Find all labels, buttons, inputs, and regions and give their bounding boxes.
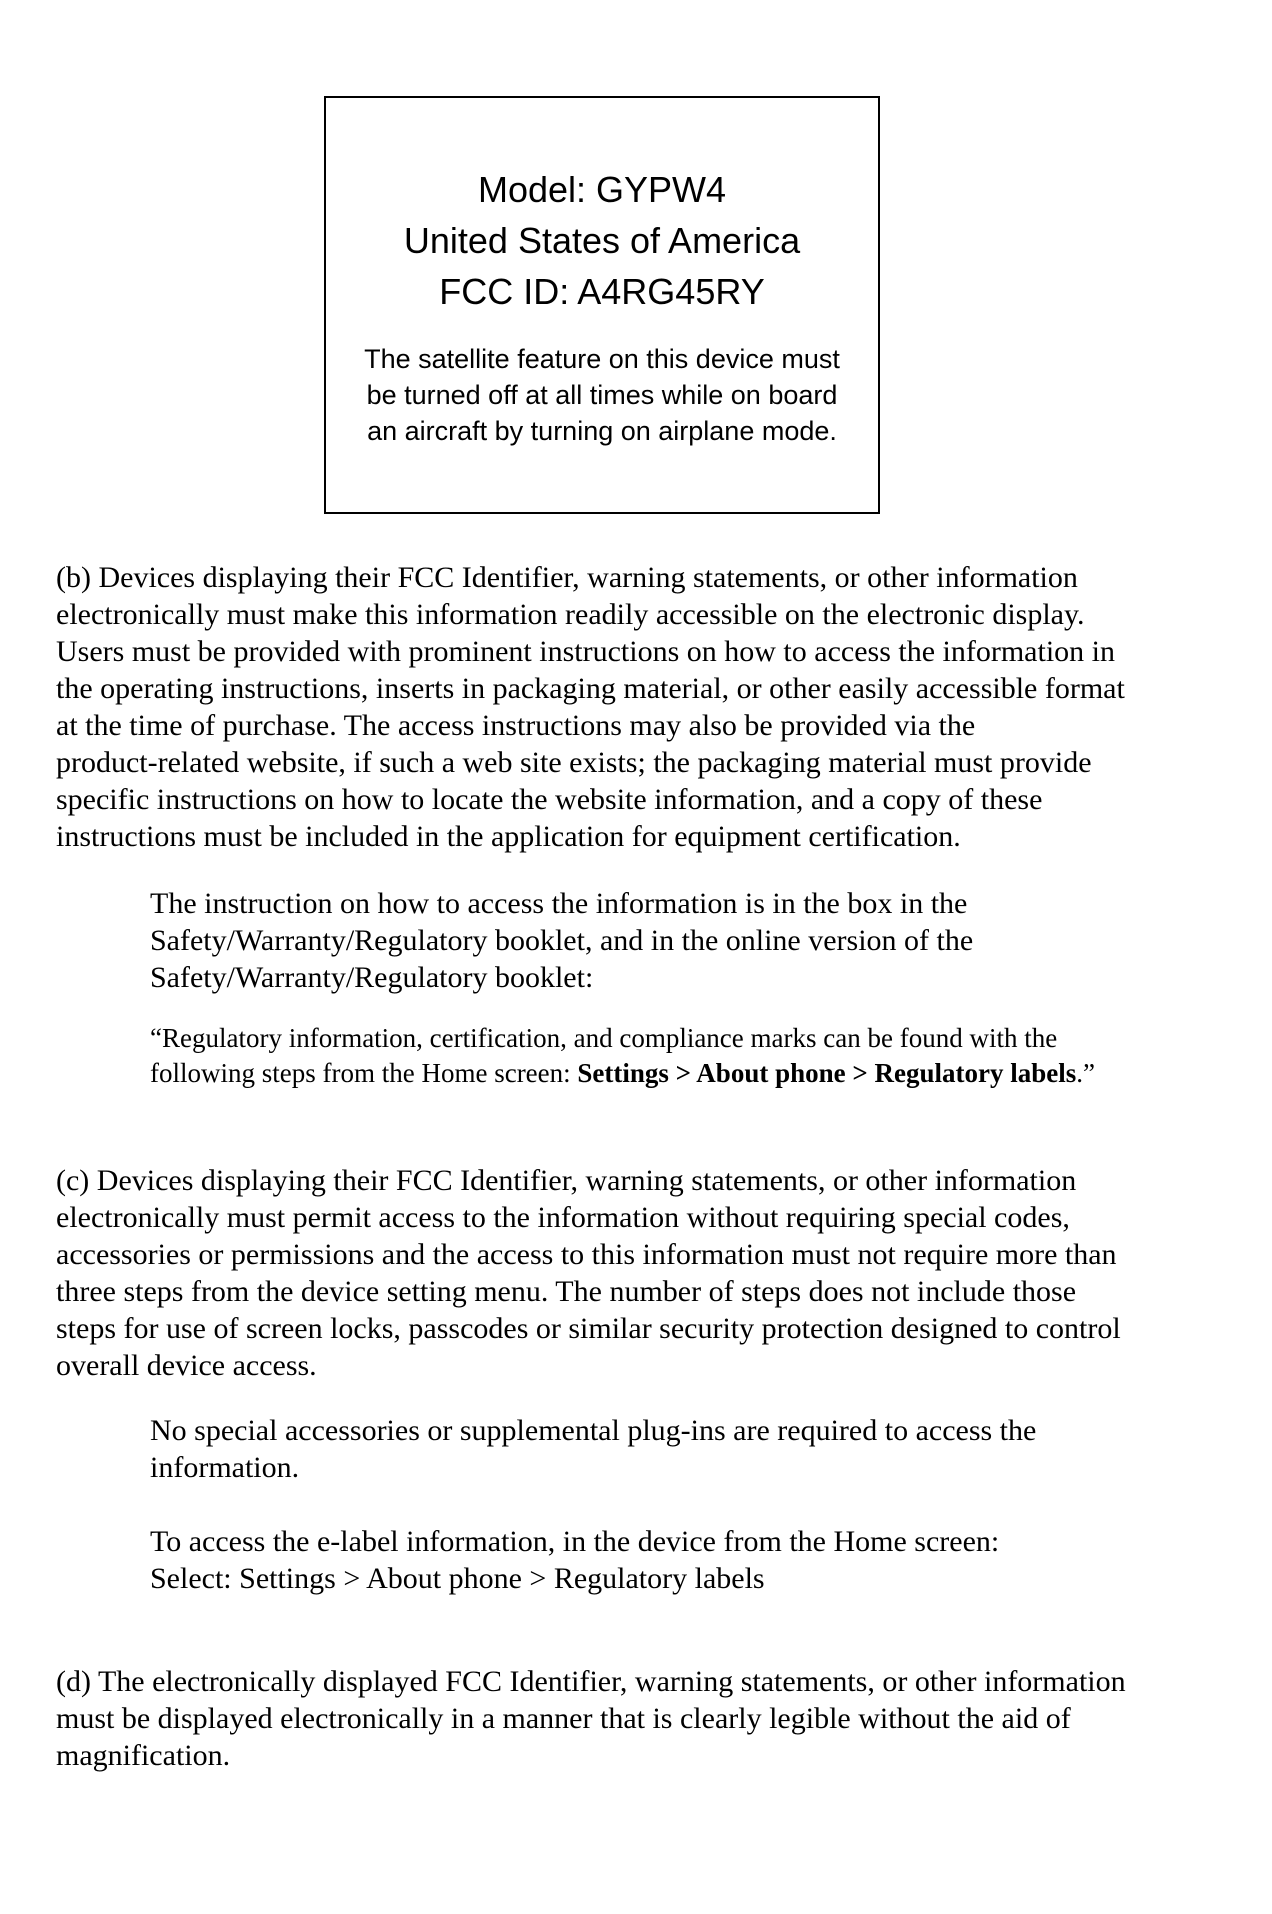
warning-line: an aircraft by turning on airplane mode.	[367, 416, 837, 446]
text-line: To access the e-label information, in the device from the Home screen:	[150, 1525, 1000, 1558]
section-c-paragraph	[56, 1162, 1216, 1384]
quote-suffix: .”	[1076, 1058, 1095, 1088]
text-line: (c) Devices displaying their FCC Identifier, warning statements, or other information	[56, 1164, 1077, 1197]
text-line: electronically must permit access to the information without requiring special codes,	[56, 1201, 1070, 1234]
section-c-response-1	[150, 1412, 1210, 1486]
text-line: Safety/Warranty/Regulatory booklet, and in the online version of the	[150, 924, 974, 957]
settings-path-bold: Settings > About phone > Regulatory labels	[577, 1058, 1077, 1088]
text-line: the operating instructions, inserts in packaging material, or other easily accessible format	[56, 672, 1125, 705]
text-line: No special accessories or supplemental plug-ins are required to access the	[150, 1414, 1037, 1447]
section-d-paragraph	[56, 1663, 1216, 1774]
text-line: specific instructions on how to locate the website information, and a copy of these	[56, 783, 1043, 816]
text-line: information.	[150, 1451, 300, 1484]
label-country: United States of America	[403, 220, 801, 261]
text-line: Users must be provided with prominent instructions on how to access the information in	[56, 635, 1115, 668]
section-b-response	[150, 885, 1210, 996]
text-line: Select: Settings > About phone > Regulatory labels	[150, 1562, 765, 1595]
text-line: product-related website, if such a web site exists; the packaging material must provide	[56, 746, 1092, 779]
quote-line	[150, 1056, 1210, 1091]
quote-line: “Regulatory information, certification, and compliance marks can be found with the	[150, 1023, 1058, 1053]
text-line: at the time of purchase. The access instructions may also be provided via the	[56, 709, 976, 742]
text-line: accessories or permissions and the access to this information must not require more than	[56, 1238, 1117, 1271]
text-line: (d) The electronically displayed FCC Identifier, warning statements, or other information	[56, 1665, 1126, 1698]
label-satellite-warning	[326, 341, 878, 449]
text-line: electronically must make this information readily accessible on the electronic display.	[56, 598, 1085, 631]
section-b-paragraph	[56, 559, 1216, 855]
text-line: must be displayed electronically in a manner that is clearly legible without the aid of	[56, 1702, 1071, 1735]
text-line: instructions must be included in the application for equipment certification.	[56, 820, 961, 853]
warning-line: The satellite feature on this device must	[364, 344, 840, 374]
label-model: Model: GYPW4	[477, 169, 727, 210]
section-b-quote	[150, 1021, 1210, 1091]
text-line: steps for use of screen locks, passcodes or similar security protection designed to control	[56, 1312, 1121, 1345]
regulatory-label-box	[324, 96, 880, 514]
text-line: (b) Devices displaying their FCC Identifier, warning statements, or other information	[56, 561, 1078, 594]
quote-prefix: following steps from the Home screen:	[150, 1058, 578, 1088]
text-line: magnification.	[56, 1739, 231, 1772]
section-c-response-2	[150, 1523, 1210, 1597]
text-line: Safety/Warranty/Regulatory booklet:	[150, 961, 594, 994]
text-line: overall device access.	[56, 1349, 317, 1382]
label-fcc-id: FCC ID: A4RG45RY	[439, 271, 765, 312]
text-line: three steps from the device setting menu. The number of steps does not include those	[56, 1275, 1077, 1308]
warning-line: be turned off at all times while on board	[366, 380, 838, 410]
text-line: The instruction on how to access the information is in the box in the	[150, 887, 968, 920]
